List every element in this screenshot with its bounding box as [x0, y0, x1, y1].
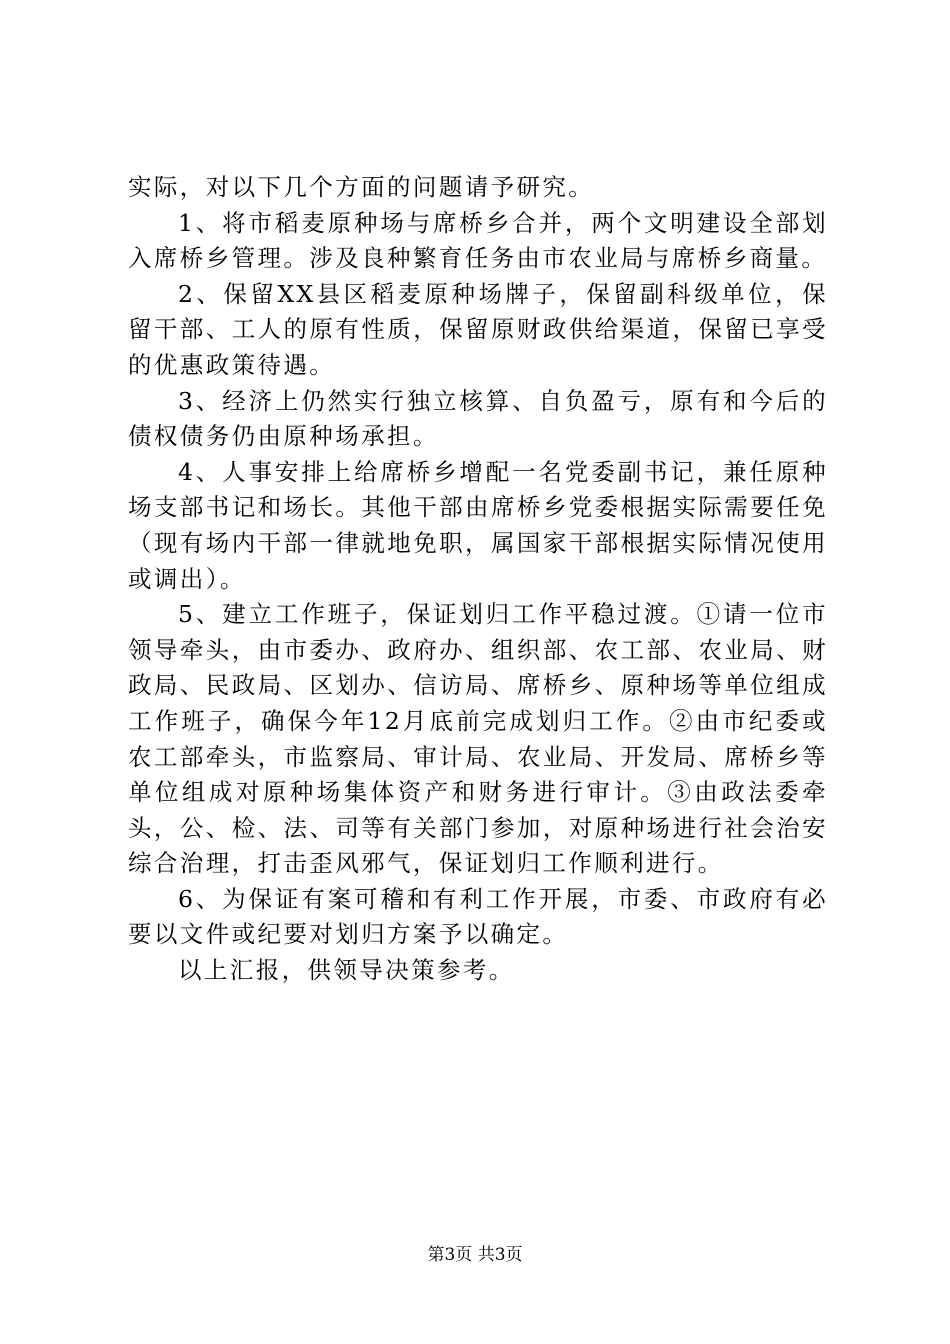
document-body [128, 170, 828, 989]
paragraph-item-4: 4、人事安排上给席桥乡增配一名党委副书记，兼任原种场支部书记和场长。其他干部由席桥乡党委根据实际需要任免（现有场内干部一律就地免职，属国家干部根据实际情况使用或调出）。 [128, 457, 828, 593]
paragraph-intro-continuation: 实际，对以下几个方面的问题请予研究。 [128, 173, 595, 201]
paragraph-item-6: 6、为保证有案可稽和有利工作开展，市委、市政府有必要以文件或纪要对划归方案予以确定。 [128, 884, 828, 949]
paragraph-item-3: 3、经济上仍然实行独立核算、自负盈亏，原有和今后的债权债务仍由原种场承担。 [128, 386, 828, 451]
paragraph-item-5: 5、建立工作班子，保证划归工作平稳过渡。①请一位市领导牵头，由市委办、政府办、组织部、农工部、农业局、财政局、民政局、区划办、信访局、席桥乡、原种场等单位组成工作班子，确保今年12月底前完成划归工作。②由市纪委或农工部牵头，市监察局、审计局、农业局、开发局、席桥乡等单位组成对原种场集体资产和财务进行审计。③由政法委牵头，公、检、法、司等有关部门参加，对原种场进行社会治安综合治理，打击歪风邪气，保证划归工作顺利进行。 [128, 600, 828, 878]
paragraph-item-2: 2、保留XX县区稻麦原种场牌子，保留副科级单位，保留干部、工人的原有性质，保留原财政供给渠道，保留已享受的优惠政策待遇。 [128, 279, 828, 379]
paragraph-item-1: 1、将市稻麦原种场与席桥乡合并，两个文明建设全部划入席桥乡管理。涉及良种繁育任务由市农业局与席桥乡商量。 [128, 208, 828, 273]
page-number-footer: 第3页 共3页 [427, 1245, 523, 1265]
paragraph-closing: 以上汇报，供领导决策参考。 [178, 956, 515, 985]
